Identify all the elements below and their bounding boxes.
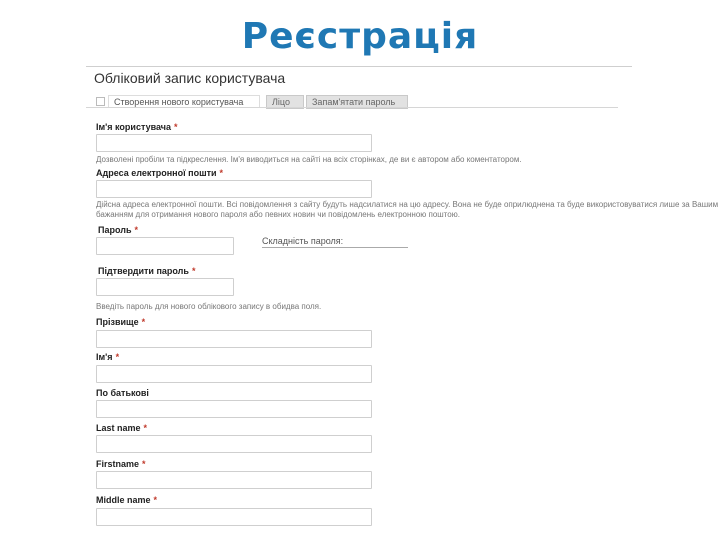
last-name-label-text: Last name	[96, 423, 141, 433]
name-label	[96, 352, 119, 362]
middle-name-label	[96, 495, 157, 505]
email-label-text: Адреса електронної пошти	[96, 168, 217, 178]
required-mark: *	[115, 352, 120, 362]
required-mark: *	[143, 423, 148, 433]
patronymic-label-text: По батькові	[96, 388, 149, 398]
required-mark: *	[191, 266, 196, 276]
required-mark: *	[134, 225, 139, 235]
surname-input[interactable]	[96, 330, 372, 348]
patronymic-input[interactable]	[96, 400, 372, 418]
password-strength-bar	[262, 247, 408, 248]
required-mark: *	[142, 459, 146, 469]
tab-second[interactable]: Ліцо	[266, 95, 304, 109]
username-label-text: Ім'я користувача	[96, 122, 172, 132]
slide-title: Реєстрація	[241, 16, 479, 57]
surname-label	[96, 317, 145, 327]
email-input[interactable]	[96, 180, 372, 198]
patronymic-label	[96, 388, 149, 398]
name-label-text: Ім'я	[96, 352, 113, 362]
required-mark: *	[219, 168, 224, 178]
username-input[interactable]	[96, 134, 372, 152]
checkbox-icon[interactable]	[96, 97, 105, 106]
email-label	[96, 168, 223, 178]
confirm-password-hint: Введіть пароль для нового облікового запису в обидва поля.	[96, 302, 322, 311]
middle-name-input[interactable]	[96, 508, 372, 526]
first-name-label	[96, 459, 146, 469]
last-name-input[interactable]	[96, 435, 372, 453]
required-mark: *	[174, 122, 178, 132]
last-name-label	[96, 423, 147, 433]
name-input[interactable]	[96, 365, 372, 383]
password-input[interactable]	[96, 237, 234, 255]
tab-create-user[interactable]: Створення нового користувача	[108, 95, 260, 108]
username-label	[96, 122, 178, 132]
surname-label-text: Прізвище	[96, 317, 139, 327]
confirm-password-label-text: Підтвердити пароль	[98, 266, 189, 276]
top-divider	[86, 66, 632, 67]
required-mark: *	[141, 317, 146, 327]
password-strength-label: Складність пароля:	[262, 236, 344, 246]
confirm-password-input[interactable]	[96, 278, 234, 296]
email-hint-line-1: Дійсна адреса електронної пошти. Всі повідомлення з сайту будуть надсилатися на цю адресу. Вона не буде оприлюднена та буде використовуватися лише за Вашим	[96, 200, 719, 209]
middle-name-label-text: Middle name	[96, 495, 151, 505]
registration-form-screenshot	[86, 62, 719, 532]
password-label	[98, 225, 138, 235]
first-name-label-text: Firstname	[96, 459, 140, 469]
first-name-input[interactable]	[96, 471, 372, 489]
tab-underline	[86, 107, 618, 108]
password-label-text: Пароль	[98, 225, 132, 235]
required-mark: *	[153, 495, 158, 505]
username-hint: Дозволені пробіли та підкреслення. Ім'я виводиться на сайті на всіх сторінках, де ви є автором або коментатором.	[96, 155, 522, 164]
tab-remember-password[interactable]: Запам'ятати пароль	[306, 95, 408, 109]
panel-title: Обліковий запис користувача	[94, 70, 286, 86]
confirm-password-label	[98, 266, 195, 276]
email-hint-line-2: бажанням для отримання нового пароля або певних новин чи повідомлень електронною поштою.	[96, 210, 460, 219]
